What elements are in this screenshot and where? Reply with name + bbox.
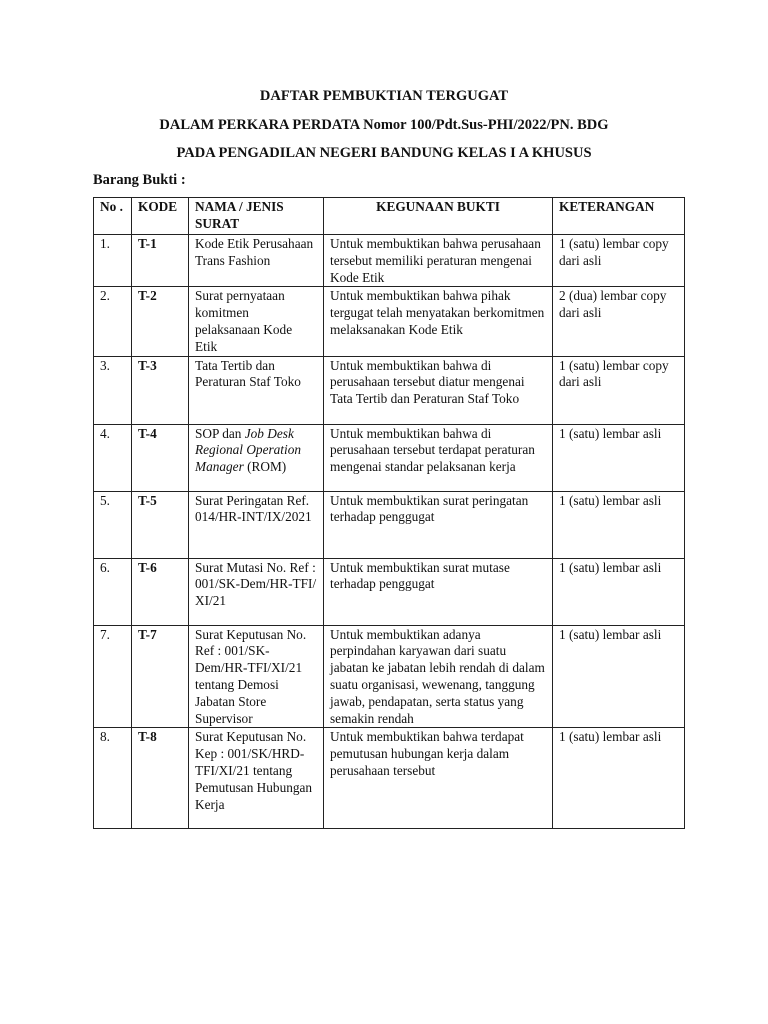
evidence-note: 1 (satu) lembar asli (553, 625, 685, 728)
table-header-row (94, 198, 685, 235)
row-number: 4. (94, 424, 132, 491)
evidence-code: T-8 (132, 728, 189, 829)
column-header-code: KODE (132, 198, 189, 235)
document-name (189, 424, 324, 491)
column-header-use: KEGUNAAN BUKTI (324, 198, 553, 235)
court-line: PADA PENGADILAN NEGERI BANDUNG KELAS I A KHUSUS (176, 145, 592, 161)
row-number: 6. (94, 558, 132, 625)
document-name: Surat pernyataan komitmen pelaksanaan Kode Etik (189, 287, 324, 356)
column-header-note: KETERANGAN (553, 198, 685, 235)
evidence-note: 2 (dua) lembar copy dari asli (553, 287, 685, 356)
evidence-purpose: Untuk membuktikan surat peringatan terhadap penggugat (324, 491, 553, 558)
evidence-purpose: Untuk membuktikan bahwa di perusahaan tersebut diatur mengenai Tata Tertib dan Peraturan Staf Toko (324, 356, 553, 424)
document-name: Kode Etik Perusahaan Trans Fashion (189, 235, 324, 287)
evidence-purpose: Untuk membuktikan bahwa pihak tergugat telah menyatakan berkomitmen melaksanakan Kode Etik (324, 287, 553, 356)
document-name: Tata Tertib dan Peraturan Staf Toko (189, 356, 324, 424)
evidence-purpose: Untuk membuktikan surat mutase terhadap penggugat (324, 558, 553, 625)
evidence-code: T-4 (132, 424, 189, 491)
table-row (94, 625, 685, 728)
document-name-suffix: (ROM) (243, 459, 287, 475)
case-line (0, 116, 768, 134)
evidence-code: T-6 (132, 558, 189, 625)
evidence-code: T-5 (132, 491, 189, 558)
table-row (94, 356, 685, 424)
row-number: 1. (94, 235, 132, 287)
evidence-note: 1 (satu) lembar asli (553, 491, 685, 558)
table-row (94, 424, 685, 491)
evidence-code: T-3 (132, 356, 189, 424)
evidence-note: 1 (satu) lembar asli (553, 728, 685, 829)
document-name-italic: Job Desk Regional Operation Manager (195, 425, 301, 475)
document-name: Surat Mutasi No. Ref : 001/SK-Dem/HR-TFI/XI/21 (189, 558, 324, 625)
document-name: Surat Keputusan No. Kep : 001/SK/HRD-TFI/XI/21 tentang Pemutusan Hubungan Kerja (189, 728, 324, 829)
document-name: Surat Peringatan Ref. 014/HR-INT/IX/2021 (189, 491, 324, 558)
document-name-prefix: SOP dan (195, 425, 245, 441)
table-row (94, 287, 685, 356)
table-row (94, 235, 685, 287)
row-number: 3. (94, 356, 132, 424)
row-number: 2. (94, 287, 132, 356)
case-number: Nomor 100/Pdt.Sus-PHI/2022/PN. BDG (363, 117, 609, 133)
evidence-code: T-2 (132, 287, 189, 356)
table-row (94, 491, 685, 558)
evidence-purpose: Untuk membuktikan bahwa perusahaan tersebut memiliki peraturan mengenai Kode Etik (324, 235, 553, 287)
evidence-purpose: Untuk membuktikan bahwa di perusahaan tersebut terdapat peraturan mengenai standar pelaksanan kerja (324, 424, 553, 491)
document-name: Surat Keputusan No. Ref : 001/SK-Dem/HR-TFI/XI/21 tentang Demosi Jabatan Store Supervisor (189, 625, 324, 728)
row-number: 7. (94, 625, 132, 728)
case-line-prefix: DALAM PERKARA PERDATA (159, 117, 360, 133)
evidence-purpose: Untuk membuktikan bahwa terdapat pemutusan hubungan kerja dalam perusahaan tersebut (324, 728, 553, 829)
document-title: DAFTAR PEMBUKTIAN TERGUGAT (259, 88, 509, 104)
row-number: 5. (94, 491, 132, 558)
table-row (94, 558, 685, 625)
evidence-code: T-1 (132, 235, 189, 287)
table-row (94, 728, 685, 829)
evidence-code: T-7 (132, 625, 189, 728)
evidence-note: 1 (satu) lembar asli (553, 424, 685, 491)
row-number: 8. (94, 728, 132, 829)
evidence-purpose: Untuk membuktikan adanya perpindahan karyawan dari suatu jabatan ke jabatan lebih rendah di dalam suatu organisasi, wewenang, tanggung jawab, pendapatan, serta status yang semakin rendah (324, 625, 553, 728)
evidence-section-label: Barang Bukti : (93, 172, 186, 188)
evidence-note: 1 (satu) lembar asli (553, 558, 685, 625)
evidence-note: 1 (satu) lembar copy dari asli (553, 235, 685, 287)
evidence-table (93, 197, 685, 829)
evidence-note: 1 (satu) lembar copy dari asli (553, 356, 685, 424)
column-header-no: No . (94, 198, 132, 235)
column-header-name: NAMA / JENIS SURAT (189, 198, 324, 235)
